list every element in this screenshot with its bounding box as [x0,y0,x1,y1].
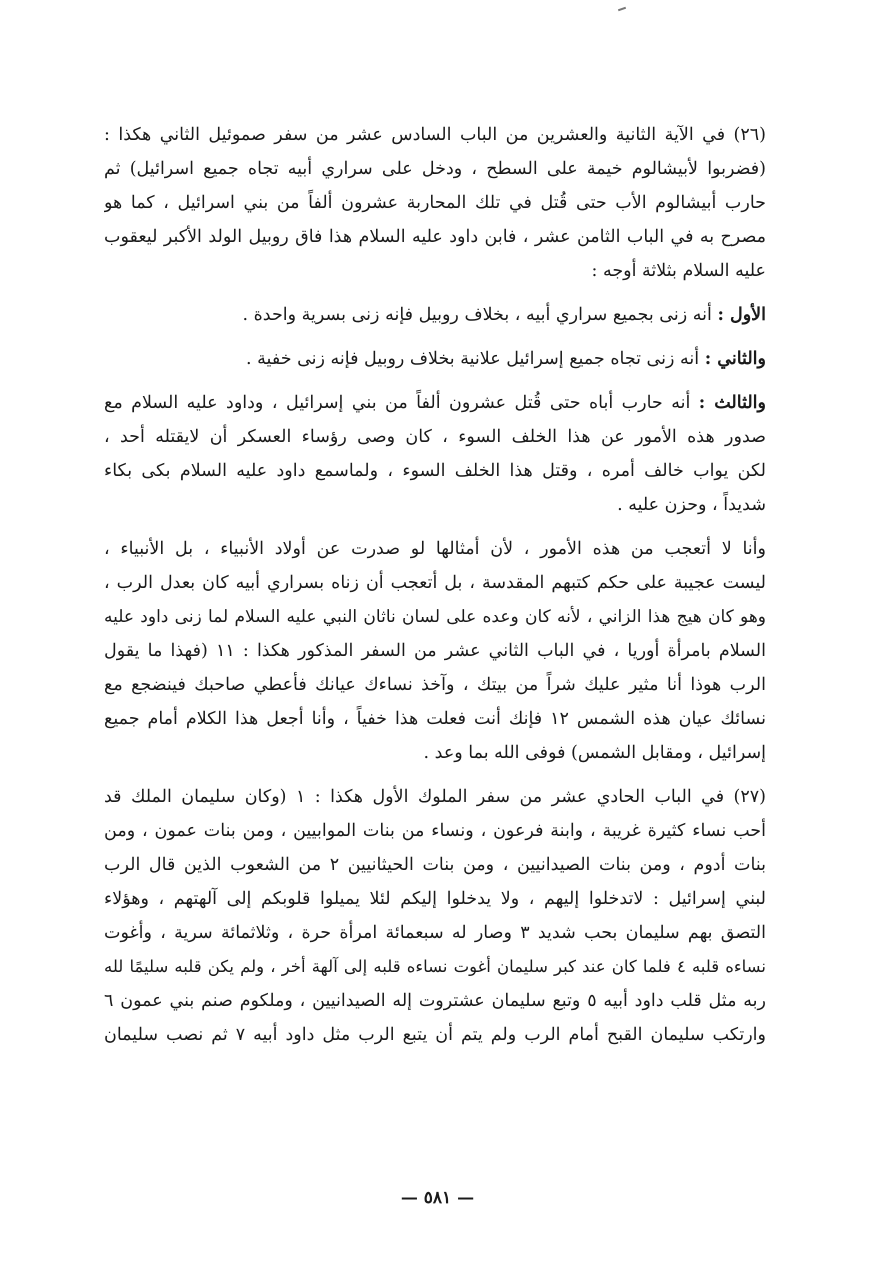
list-item-third [104,386,766,522]
item-label: والثاني : [704,349,766,369]
text-line: ربه مثل قلب داود أبيه ٥ وتبع سليمان عشتروت إله الصيدانيين ، وملكوم صنم بني عمون ٦ [104,991,766,1011]
item-label: والثالث : [698,393,766,413]
text-line: عليه السلام بثلاثة أوجه : [591,261,766,281]
item-label: الأول : [717,305,766,325]
text-line: نسائك عيان هذه الشمس ١٢ فإنك أنت فعلت هذا خفياً ، وأنا أجعل هذا الكلام أمام جميع [104,709,766,729]
item-text: أنه حارب أباه حتى قُتل عشرون ألفاً من بني إسرائيل ، وداود عليه السلام مع [104,393,691,413]
paragraph-wonder [104,532,766,770]
text-line: وارتكب سليمان القبح أمام الرب ولم يتم أن يتبع الرب مثل داود أبيه ٧ ثم نصب سليمان [104,1025,766,1045]
text-line: مصرح به في الباب الثامن عشر ، فابن داود عليه السلام هذا فاق روبيل الولد الأكبر ليعقوب [104,227,766,247]
text-line: لبني إسرائيل : لاتدخلوا إليهم ، ولا يدخلوا إليكم لئلا يميلوا قلوبكم إلى آلهتهم ، وهؤلاء [104,889,766,909]
text-line [104,298,766,332]
text-line: حارب أبيشالوم الأب حتى قُتل في تلك المحاربة عشرون ألفاً من بني اسرائيل ، كما هو [104,193,766,213]
text-line: صدور هذه الأمور عن هذا الخلف السوء ، كان وصى رؤساء العسكر أن لايقتله أحد ، [104,427,766,447]
text-line: أحب نساء كثيرة غريبة ، وابنة فرعون ، ونساء من بنات الموابيين ، ومن بنات عمون ، ومن [104,821,766,841]
text-line: إسرائيل ، ومقابل الشمس) فوفى الله بما وعد . [423,743,766,763]
text-line: الرب هوذا أنا مثير عليك شراً من بيتك ، وآخذ نساءك عيانك فأعطي صاحبك فينضجع مع [104,675,766,695]
text-line: التصق بهم سليمان بحب شديد ٣ وصار له سبعمائة امرأة حرة ، وثلاثمائة سرية ، وأغوت [104,923,766,943]
text-line: (٢٧) في الباب الحادي عشر من سفر الملوك الأول هكذا : ١ (وكان سليمان الملك قد [104,787,766,807]
text-line: (فضربوا لأبيشالوم خيمة على السطح ، ودخل على سراري أبيه تجاه جميع اسرائيل) ثم [104,159,766,179]
item-text: أنه زنى تجاه جميع إسرائيل علانية بخلاف روبيل فإنه زنى خفية . [246,349,700,369]
paragraph-26 [104,118,766,288]
text-line [104,342,766,376]
page-body [104,118,766,1064]
text-line: شديداً ، وحزن عليه . [617,495,766,515]
item-text: أنه زنى بجميع سراري أبيه ، بخلاف روبيل فإنه زنى بسرية واحدة . [242,305,712,325]
text-line: وهو كان هيج هذا الزاني ، لأنه كان وعده على لسان ناثان النبي عليه السلام لما زنى داود عليه [104,607,766,627]
paragraph-27 [104,780,766,1052]
text-line: وأنا لا أتعجب من هذه الأمور ، لأن أمثالها لو صدرت عن أولاد الأنبياء ، بل الأنبياء ، [104,539,766,559]
list-item-first [104,298,766,332]
text-line: السلام بامرأة أوريا ، في الباب الثاني عشر من السفر المذكور هكذا : ١١ (فهذا ما يقول [104,641,766,661]
text-line: نساءه قلبه ٤ فلما كان عند كبر سليمان أغوت نساءه قلبه إلى آلهة أخر ، ولم يكن قلبه سليمًا لله [104,957,766,976]
text-line [104,386,766,420]
text-line: ليست عجيبة على حكم كتبهم المقدسة ، بل أتعجب أن زناه بسراري أبيه كان بعدل الرب ، [104,573,766,593]
text-line: (٢٦) في الآية الثانية والعشرين من الباب السادس عشر من سفر صموئيل الثاني هكذا : [104,125,766,145]
list-item-second [104,342,766,376]
corner-mark [618,7,626,12]
page-number: — ٥٨١ — [400,1188,475,1208]
text-line: بنات أدوم ، ومن بنات الصيدانيين ، ومن بنات الحيثانيين ٢ من الشعوب الذين قال الرب [104,855,766,875]
text-line: لكن يواب خالف أمره ، وقتل هذا الخلف السوء ، ولماسمع داود عليه السلام بكى بكاء [104,461,766,481]
